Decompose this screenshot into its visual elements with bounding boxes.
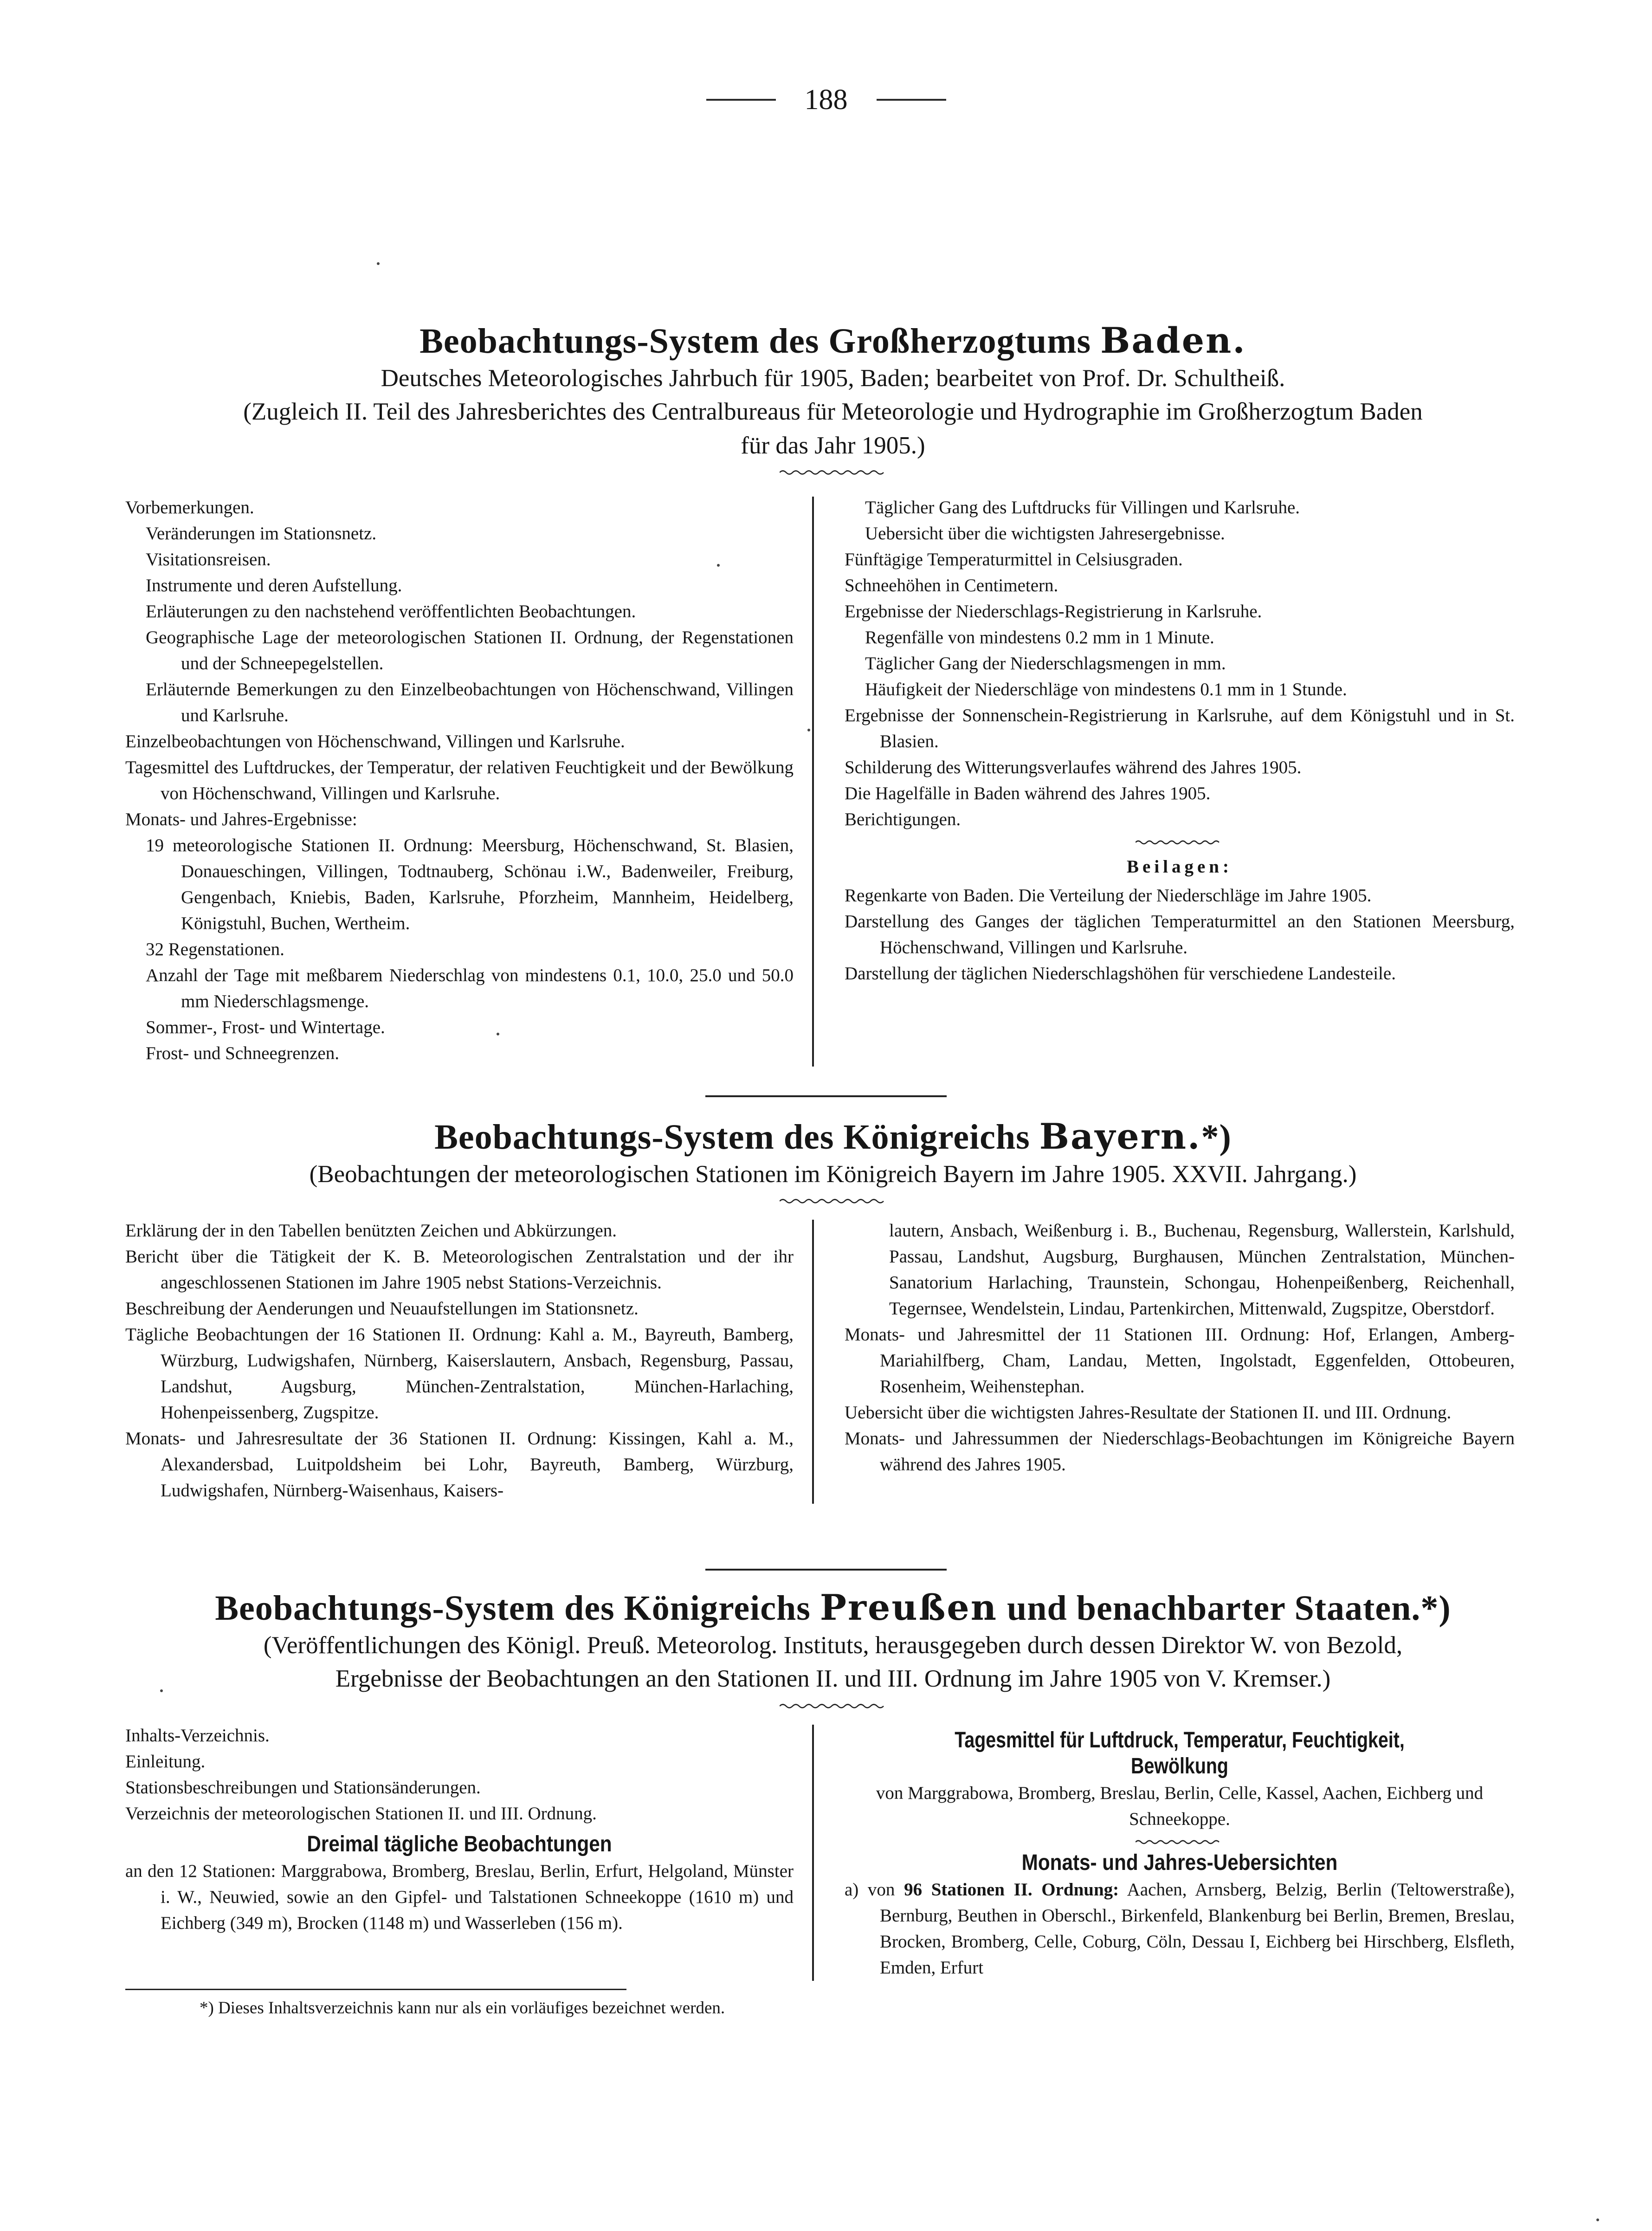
footnote-rule xyxy=(125,1989,626,1990)
baden-left-column xyxy=(125,495,812,1067)
section-preussen xyxy=(125,1587,1541,1981)
bayern-subtitle-1: (Beobachtungen der meteorologischen Stationen im Königreich Bayern im Jahre 1905. XXVII. Jahrgang.) xyxy=(309,1161,1357,1188)
item-a-label: a) von xyxy=(845,1879,895,1900)
toc-entry: Monats- und Jahressummen der Niederschlags-Beobachtungen im Königreiche Bayern während des Jahres 1905. xyxy=(845,1429,1515,1475)
print-speck xyxy=(717,564,720,567)
section-rule xyxy=(705,1569,947,1571)
wavy-separator xyxy=(780,1197,886,1205)
preussen-subtitle-1: (Veröffentlichungen des Königl. Preuß. Meteorolog. Instituts, herausgegeben durch dessen Direktor W. von Bezold, xyxy=(263,1632,1403,1659)
beilage-entry: Regenkarte von Baden. Die Verteilung der Niederschläge im Jahre 1905. xyxy=(845,885,1372,905)
print-speck xyxy=(1596,2218,1599,2221)
baden-title-name: Baden. xyxy=(1100,320,1246,361)
preussen-title-name: Preußen xyxy=(820,1587,998,1628)
baden-subtitle-3: für das Jahr 1905.) xyxy=(741,432,925,459)
page-number: 188 xyxy=(804,84,848,116)
page-header xyxy=(0,79,1652,121)
toc-entry: Vorbemerkungen. xyxy=(125,497,254,517)
toc-entry: Einzelbeobachtungen von Höchenschwand, Villingen und Karlsruhe. xyxy=(125,731,625,751)
toc-entry: Sommer-, Frost- und Wintertage. xyxy=(146,1017,385,1037)
toc-entry: Erläuterungen zu den nachstehend veröffentlichten Beobachtungen. xyxy=(146,601,636,621)
page-number-rule-left xyxy=(706,99,776,101)
toc-entry: Tagesmittel des Luftdruckes, der Temperatur, der relativen Feuchtigkeit und der Bewölkung von Höchenschwand, Villingen und Karlsruhe. xyxy=(125,757,794,803)
bayern-title xyxy=(125,1116,1541,1158)
baden-subtitle-2: (Zugleich II. Teil des Jahresberichtes des Centralbureaus für Meteorologie und Hydrographie im Großherzogtum Baden xyxy=(243,398,1423,426)
wavy-separator xyxy=(780,1702,886,1710)
section-rule xyxy=(705,1095,947,1097)
wavy-separator xyxy=(1136,839,1224,846)
preussen-left-column xyxy=(125,1723,812,1981)
preussen-subtitle-2: Ergebnisse der Beobachtungen an den Stationen II. und III. Ordnung im Jahre 1905 von V. Kremser.) xyxy=(335,1665,1331,1693)
beilage-entry: Darstellung der täglichen Niederschlagshöhen für verschiedene Landesteile. xyxy=(845,963,1396,983)
toc-entry: Beschreibung der Aenderungen und Neuaufstellungen im Stationsnetz. xyxy=(125,1299,639,1319)
bayern-title-prefix: Beobachtungs-System des Königreichs xyxy=(434,1118,1030,1157)
beilagen-heading: Beilagen: xyxy=(1127,856,1233,877)
toc-entry: Geographische Lage der meteorologischen Stationen II. Ordnung, der Regenstationen und der Schneepegelstellen. xyxy=(146,627,794,673)
toc-entry: Bericht über die Tätigkeit der K. B. Meteorologischen Zentralstation und der ihr angeschlossenen Stationen im Jahre 1905 nebst Stations-Verzeichnis. xyxy=(125,1247,794,1293)
bayern-title-suffix: *) xyxy=(1201,1118,1232,1157)
toc-entry: Anzahl der Tage mit meßbarem Niederschlag von mindestens 0.1, 10.0, 25.0 und 50.0 mm Niederschlagsmenge. xyxy=(146,965,794,1011)
toc-entry: 19 meteorologische Stationen II. Ordnung: Meersburg, Höchenschwand, St. Blasien, Donaueschingen, Villingen, Todtnauberg, Schönau i.W., Badenweiler, Freiburg, Gengenbach, Kniebis, Baden, Karlsruhe, Pforzheim, Mannheim, Heidelberg, Königstuhl, Buchen, Wertheim. xyxy=(146,835,794,933)
toc-entry: Instrumente und deren Aufstellung. xyxy=(146,575,402,595)
toc-entry: Schneehöhen in Centimetern. xyxy=(845,575,1058,595)
section-bayern xyxy=(125,1116,1541,1504)
uebersichten-heading: Monats- und Jahres-Uebersichten xyxy=(1021,1850,1338,1875)
print-speck xyxy=(807,729,810,731)
toc-entry: Inhalts-Verzeichnis. xyxy=(125,1725,270,1746)
toc-entry: Monats- und Jahresresultate der 36 Stationen II. Ordnung: Kissingen, Kahl a. M., Alexandersbad, Luitpoldsheim bei Lohr, Bayreuth, Bamberg, Würzburg, Ludwigshafen, Nürnberg-Waisenhaus, Kaisers- xyxy=(125,1429,794,1501)
toc-entry: Veränderungen im Stationsnetz. xyxy=(146,523,377,543)
toc-entry: Monats- und Jahresmittel der 11 Stationen III. Ordnung: Hof, Erlangen, Amberg-Mariahilfberg, Cham, Landau, Metten, Ingolstadt, Eggenfelden, Ottobeuren, Rosenheim, Weihenstephan. xyxy=(845,1325,1515,1397)
footnote: *) Dieses Inhaltsverzeichnis kann nur als ein vorläufiges bezeichnet werden. xyxy=(200,1998,725,2018)
page-number-rule-right xyxy=(877,99,946,101)
beilage-entry: Darstellung des Ganges der täglichen Temperaturmittel an den Stationen Meersburg, Höchenschwand, Villingen und Karlsruhe. xyxy=(845,911,1515,957)
preussen-title xyxy=(125,1587,1541,1629)
toc-entry: Regenfälle von mindestens 0.2 mm in 1 Minute. xyxy=(865,627,1214,647)
toc-entry: Ergebnisse der Niederschlags-Registrierung in Karlsruhe. xyxy=(845,601,1262,621)
toc-entry: Erläuternde Bemerkungen zu den Einzelbeobachtungen von Höchenschwand, Villingen und Karlsruhe. xyxy=(146,679,794,725)
toc-entry: Verzeichnis der meteorologischen Stationen II. und III. Ordnung. xyxy=(125,1803,597,1824)
toc-entry: lautern, Ansbach, Weißenburg i. B., Buchenau, Regensburg, Wallerstein, Karlshuld, Passau, Landshut, Augsburg, Burghausen, München Zentralstation, München-Sanatorium Harlaching, Traunstein, Schongau, Hohenpeißenberg, Reichenhall, Tegernsee, Wendelstein, Lindau, Partenkirchen, Mittenwald, Zugspitze, Oberstdorf. xyxy=(889,1221,1515,1319)
toc-entry: Stationsbeschreibungen und Stationsänderungen. xyxy=(125,1777,481,1798)
toc-entry: Einleitung. xyxy=(125,1751,206,1772)
toc-entry: Häufigkeit der Niederschläge von mindestens 0.1 mm in 1 Stunde. xyxy=(865,679,1347,699)
toc-entry: an den 12 Stationen: Marggrabowa, Bromberg, Breslau, Berlin, Erfurt, Helgoland, Münster i. W., Neuwied, sowie an den Gipfel- und Talstationen Schneekoppe (1610 m) und Eichberg (349 m), Brocken (1148 m) und Wasserleben (156 m). xyxy=(125,1861,794,1933)
toc-entry: Uebersicht über die wichtigsten Jahres-Resultate der Stationen II. und III. Ordnung. xyxy=(845,1403,1452,1423)
dreimal-heading: Dreimal tägliche Beobachtungen xyxy=(307,1831,612,1856)
item-a-bold: 96 Stationen II. Ordnung: xyxy=(904,1879,1119,1900)
baden-title xyxy=(125,320,1541,362)
item-a-text: Aachen, Arnsberg, Belzig, Berlin (Teltowerstraße), Bernburg, Beuthen in Oberschl., Birkenfeld, Blankenburg bei Berlin, Bremen, Breslau, Brocken, Bromberg, Celle, Coburg, Cöln, Dessau I, Eichberg bei Hirschberg, Elsfleth, Emden, Erfurt xyxy=(880,1879,1515,1978)
toc-entry: Erklärung der in den Tabellen benützten Zeichen und Abkürzungen. xyxy=(125,1221,617,1241)
preussen-title-prefix: Beobachtungs-System des Königreichs xyxy=(215,1589,811,1628)
print-speck xyxy=(160,1689,163,1692)
print-speck xyxy=(377,262,380,265)
toc-entry: 32 Regenstationen. xyxy=(146,939,284,959)
toc-entry xyxy=(845,1877,1515,1981)
toc-entry: Frost- und Schneegrenzen. xyxy=(146,1043,339,1063)
toc-entry: Die Hagelfälle in Baden während des Jahres 1905. xyxy=(845,783,1211,803)
wavy-separator xyxy=(780,469,886,476)
toc-entry: Täglicher Gang des Luftdrucks für Villingen und Karlsruhe. xyxy=(865,497,1300,517)
toc-entry: Monats- und Jahres-Ergebnisse: xyxy=(125,809,357,829)
preussen-columns xyxy=(125,1723,1541,1981)
baden-title-prefix: Beobachtungs-System des Großherzogtums xyxy=(419,322,1091,361)
toc-entry: Schilderung des Witterungsverlaufes während des Jahres 1905. xyxy=(845,757,1302,777)
wavy-separator xyxy=(1136,1839,1224,1845)
toc-entry: Uebersicht über die wichtigsten Jahresergebnisse. xyxy=(865,523,1225,543)
section-baden xyxy=(125,320,1541,1067)
toc-entry: von Marggrabowa, Bromberg, Breslau, Berlin, Celle, Kassel, Aachen, Eichberg und Schneekoppe. xyxy=(876,1783,1484,1829)
tagesmittel-heading: Tagesmittel für Luftdruck, Temperatur, Feuchtigkeit, Bewölkung xyxy=(955,1727,1405,1778)
bayern-left-column xyxy=(125,1218,812,1504)
preussen-title-suffix: und benachbarter Staaten.*) xyxy=(1007,1589,1451,1628)
bayern-title-name: Bayern. xyxy=(1039,1116,1201,1157)
toc-entry: Fünftägige Temperaturmittel in Celsiusgraden. xyxy=(845,549,1183,569)
toc-entry: Täglicher Gang der Niederschlagsmengen in mm. xyxy=(865,653,1226,673)
preussen-right-column xyxy=(814,1723,1515,1981)
baden-columns xyxy=(125,495,1541,1067)
toc-entry: Berichtigungen. xyxy=(845,809,961,829)
toc-entry: Visitationsreisen. xyxy=(146,549,271,569)
toc-entry: Tägliche Beobachtungen der 16 Stationen II. Ordnung: Kahl a. M., Bayreuth, Bamberg, Würzburg, Ludwigshafen, Nürnberg, Kaiserslautern, Ansbach, Regensburg, Passau, Landshut, Augsburg, München-Zentralstation, München-Harlaching, Hohenpeissenberg, Zugspitze. xyxy=(125,1325,794,1423)
baden-subtitle-1: Deutsches Meteorologisches Jahrbuch für 1905, Baden; bearbeitet von Prof. Dr. Schultheiß. xyxy=(381,365,1285,392)
toc-entry: Ergebnisse der Sonnenschein-Registrierung in Karlsruhe, auf dem Königstuhl und in St. Blasien. xyxy=(845,705,1515,751)
bayern-right-column xyxy=(814,1218,1515,1504)
bayern-columns xyxy=(125,1218,1541,1504)
print-speck xyxy=(497,1033,499,1035)
baden-right-column xyxy=(814,495,1515,1067)
